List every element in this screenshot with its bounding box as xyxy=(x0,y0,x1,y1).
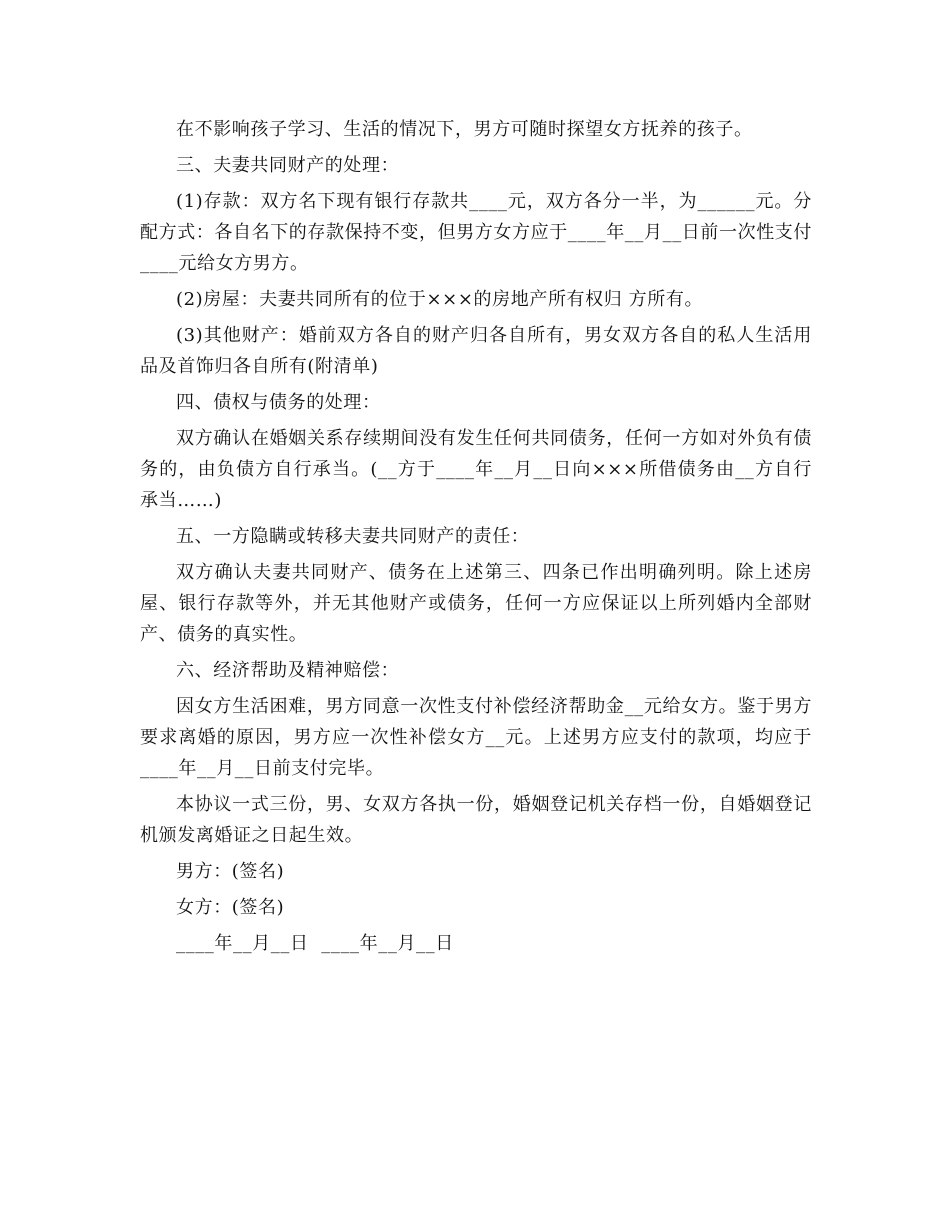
paragraph-compensation: 因女方生活困难，男方同意一次性支付补偿经济帮助金__元给女方。鉴于男方要求离婚的原因，男方应一次性补偿女方__元。上述男方应支付的款项，均应于____年__月__日前支付完毕。 xyxy=(140,696,812,779)
paragraph-copies: 本协议一式三份，男、女双方各执一份，婚姻登记机关存档一份，自婚姻登记机颁发离婚证之日起生效。 xyxy=(140,794,812,846)
paragraph-visitation: 在不影响孩子学习、生活的情况下，男方可随时探望女方抚养的孩子。 xyxy=(176,119,753,140)
paragraph-housing: (2)房屋：夫妻共同所有的位于×××的房地产所有权归 方所有。 xyxy=(176,289,704,310)
paragraph-debts: 双方确认在婚姻关系存续期间没有发生任何共同债务，任何一方如对外负有债务的，由负债方自行承当。(__方于____年__月__日向×××所借债务由__方自行承当……) xyxy=(140,428,812,511)
heading-concealment: 五、一方隐瞒或转移夫妻共同财产的责任： xyxy=(176,526,530,547)
heading-joint-property: 三、夫妻共同财产的处理： xyxy=(176,155,400,176)
signature-male: 男方：(签名) xyxy=(176,861,285,882)
heading-compensation: 六、经济帮助及精神赔偿： xyxy=(176,660,400,681)
document-body xyxy=(140,114,812,964)
paragraph-concealment: 双方确认夫妻共同财产、债务在上述第三、四条已作出明确列明。除上述房屋、银行存款等外，并无其他财产或债务，任何一方应保证以上所列婚内全部财产、债务的真实性。 xyxy=(140,562,812,645)
signature-dates: ____年__月__日 ____年__月__日 xyxy=(176,933,454,954)
heading-debts: 四、债权与债务的处理： xyxy=(176,392,381,413)
signature-female: 女方：(签名) xyxy=(176,897,285,918)
paragraph-other-property: (3)其他财产：婚前双方各自的财产归各自所有，男女双方各自的私人生活用品及首饰归各自所有(附清单) xyxy=(140,325,812,377)
paragraph-deposits: (1)存款：双方名下现有银行存款共____元，双方各分一半，为______元。分配方式：各自名下的存款保持不变，但男方女方应于____年__月__日前一次性支付____元给女方男方。 xyxy=(140,191,812,274)
